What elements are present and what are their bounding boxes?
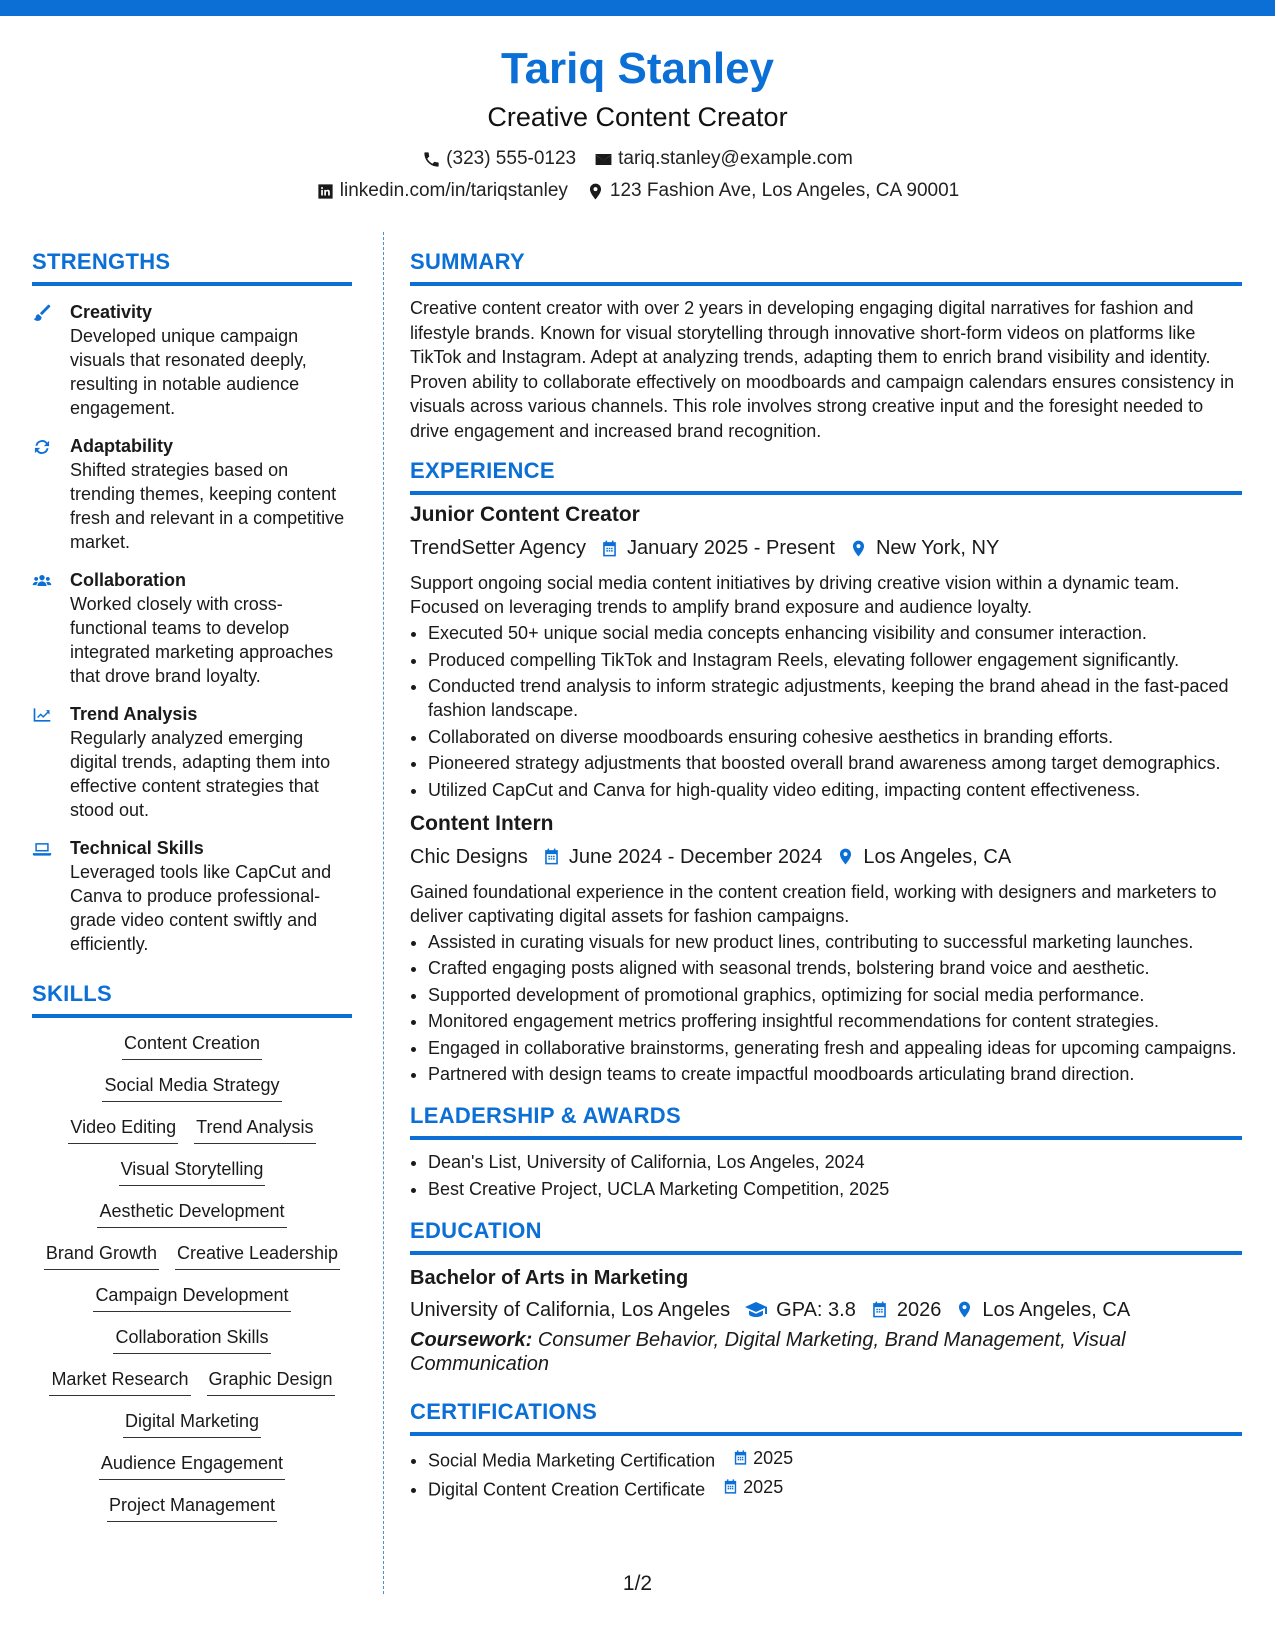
- skill-tag: Collaboration Skills: [113, 1325, 270, 1354]
- coursework-label: Coursework:: [410, 1328, 533, 1351]
- job-bullets: [410, 621, 1242, 802]
- skill-row: [32, 1451, 352, 1480]
- map-pin-icon: [836, 847, 855, 866]
- strength-desc: Developed unique campaign visuals that resonated deeply, resulting in notable audience engagement.: [70, 326, 307, 418]
- job-bullet: • Crafted engaging posts aligned with seasonal trends, bolstering brand voice and aesthetic.: [428, 956, 1242, 980]
- candidate-title: Creative Content Creator: [487, 102, 788, 132]
- strength-title: Creativity: [70, 302, 153, 322]
- summary-heading: SUMMARY: [410, 248, 1242, 286]
- strength-item: [32, 702, 352, 822]
- job-bullet: • Monitored engagement metrics proffering insightful recommendations for content strategies.: [428, 1009, 1242, 1033]
- skill-tag: Video Editing: [68, 1115, 178, 1144]
- strength-item: [32, 568, 352, 688]
- job-dates: [542, 843, 823, 871]
- graduation-cap-icon: [744, 1298, 768, 1322]
- page-number: 1/2: [622, 1572, 653, 1595]
- certifications-list: [410, 1446, 1242, 1502]
- job-bullet: • Executed 50+ unique social media concepts enhancing visibility and consumer interaction.: [428, 621, 1242, 645]
- job-location: [836, 843, 1011, 871]
- sidebar: [32, 248, 352, 1522]
- job-title: Junior Content Creator: [410, 503, 640, 526]
- contact-address: [586, 178, 959, 204]
- column-divider: [383, 232, 384, 1594]
- skill-row: [32, 1409, 352, 1438]
- education-gpa: [744, 1296, 856, 1324]
- education-degree: Bachelor of Arts in Marketing: [410, 1266, 689, 1289]
- strength-title: Adaptability: [70, 436, 174, 456]
- top-accent-bar: [0, 0, 1275, 16]
- certification-name: Digital Content Creation Certificate: [428, 1479, 706, 1499]
- job-bullet: • Partnered with design teams to create impactful moodboards articulating brand direction.: [428, 1062, 1242, 1086]
- map-pin-icon: [586, 182, 605, 201]
- job-bullet: • Utilized CapCut and Canva for high-quality video editing, impacting content effectiveness.: [428, 778, 1242, 802]
- education-location: [955, 1296, 1130, 1324]
- job-bullet: • Supported development of promotional graphics, optimizing for social media performance.: [428, 983, 1242, 1007]
- phone-icon: [422, 150, 441, 169]
- coursework-text: Consumer Behavior, Digital Marketing, Brand Management, Visual Communication: [410, 1328, 1126, 1375]
- skill-row: [32, 1241, 352, 1270]
- skill-row: [32, 1283, 352, 1312]
- job-dates-text: June 2024 - December 2024: [568, 845, 823, 868]
- job-location: [849, 534, 999, 562]
- education-meta: [410, 1296, 1242, 1324]
- skill-row: [32, 1157, 352, 1186]
- strength-desc: Shifted strategies based on trending themes, keeping content fresh and relevant in a competitive market.: [70, 460, 345, 552]
- skill-tag: Creative Leadership: [175, 1241, 340, 1270]
- certification-date: [722, 1475, 783, 1499]
- refresh-icon: [32, 437, 52, 457]
- leadership-heading: LEADERSHIP & AWARDS: [410, 1102, 1242, 1140]
- certifications-heading: CERTIFICATIONS: [410, 1398, 1242, 1436]
- certification-name: Social Media Marketing Certification: [428, 1450, 716, 1470]
- skill-tag: Content Creation: [122, 1031, 262, 1060]
- skill-tag: Project Management: [107, 1493, 277, 1522]
- job-location-text: New York, NY: [875, 537, 1000, 559]
- skill-row: [32, 1199, 352, 1228]
- job-description: Gained foundational experience in the content creation field, working with designers and marketers to deliver captivating digital assets for fashion campaigns.: [410, 881, 1217, 926]
- strength-title: Collaboration: [70, 570, 186, 590]
- candidate-name: Tariq Stanley: [500, 44, 775, 93]
- skill-row: [32, 1493, 352, 1522]
- skills-list: [32, 1031, 352, 1522]
- resume-header: [0, 40, 1275, 204]
- paintbrush-icon: [32, 303, 52, 323]
- experience-heading: EXPERIENCE: [410, 457, 1242, 495]
- job-company: TrendSetter Agency: [410, 537, 587, 559]
- skill-tag: Brand Growth: [44, 1241, 159, 1270]
- calendar-icon: [542, 847, 561, 866]
- job-entry: [410, 501, 1242, 802]
- skill-row: [32, 1115, 352, 1144]
- education-gpa-text: GPA: 3.8: [776, 1298, 856, 1321]
- contact-linkedin[interactable]: [316, 178, 568, 204]
- calendar-icon: [722, 1478, 739, 1495]
- certification-year: 2025: [743, 1476, 784, 1497]
- job-bullet: • Collaborated on diverse moodboards ensuring cohesive aesthetics in branding efforts.: [428, 725, 1242, 749]
- education-school: University of California, Los Angeles: [410, 1298, 731, 1321]
- skill-tag: Digital Marketing: [123, 1409, 261, 1438]
- strength-desc: Regularly analyzed emerging digital trends, adapting them into effective content strategies that stood out.: [70, 728, 331, 820]
- skill-tag: Campaign Development: [93, 1283, 290, 1312]
- laptop-icon: [32, 839, 52, 859]
- leadership-list: [410, 1150, 1242, 1201]
- users-icon: [32, 571, 52, 591]
- skill-row: [32, 1031, 352, 1060]
- address-text: 123 Fashion Ave, Los Angeles, CA 90001: [609, 180, 960, 201]
- skill-row: [32, 1073, 352, 1102]
- job-title: Content Intern: [410, 811, 554, 835]
- job-location-text: Los Angeles, CA: [863, 845, 1012, 868]
- job-entry: [410, 810, 1242, 1087]
- calendar-icon: [870, 1300, 889, 1319]
- strength-desc: Leveraged tools like CapCut and Canva to produce professional-grade video content swiftly and efficiently.: [70, 862, 332, 954]
- education-year: [870, 1296, 942, 1324]
- contact-row-1: [0, 146, 1275, 172]
- phone-text: (323) 555-0123: [446, 148, 577, 169]
- certification-date: [732, 1446, 793, 1470]
- strengths-heading: STRENGTHS: [32, 248, 352, 286]
- skill-row: [32, 1367, 352, 1396]
- strength-item: [32, 836, 352, 956]
- job-company: Chic Designs: [410, 845, 528, 868]
- job-dates-text: January 2025 - Present: [627, 537, 835, 559]
- envelope-icon: [594, 150, 613, 169]
- education-year-text: 2026: [896, 1298, 942, 1321]
- certification-year: 2025: [753, 1447, 794, 1468]
- map-pin-icon: [955, 1300, 974, 1319]
- certification-item: [428, 1475, 1242, 1502]
- job-dates: [600, 534, 835, 562]
- education-location-text: Los Angeles, CA: [982, 1298, 1131, 1321]
- job-bullet: • Pioneered strategy adjustments that boosted overall brand awareness among target demographics.: [428, 751, 1242, 775]
- job-bullet: • Assisted in curating visuals for new product lines, contributing to successful marketing launches.: [428, 930, 1242, 954]
- job-bullet: • Produced compelling TikTok and Instagram Reels, elevating follower engagement significantly.: [428, 648, 1242, 672]
- linkedin-text: linkedin.com/in/tariqstanley: [339, 180, 568, 201]
- linkedin-icon: [316, 182, 335, 201]
- line-chart-icon: [32, 705, 52, 725]
- map-pin-icon: [849, 539, 868, 558]
- job-meta: [410, 534, 1242, 562]
- certification-item: [428, 1446, 1242, 1473]
- skill-tag: Visual Storytelling: [119, 1157, 266, 1186]
- education-heading: EDUCATION: [410, 1217, 1242, 1255]
- calendar-icon: [600, 539, 619, 558]
- skills-heading: SKILLS: [32, 980, 352, 1018]
- skill-tag: Graphic Design: [207, 1367, 335, 1396]
- skill-tag: Market Research: [49, 1367, 190, 1396]
- leadership-item: • Dean's List, University of California, Los Angeles, 2024: [428, 1150, 1242, 1174]
- education-coursework: [410, 1328, 1242, 1376]
- job-description: Support ongoing social media content initiatives by driving creative vision within a dynamic team. Focused on leveraging trends to amplify brand exposure and audience loyalty.: [410, 573, 1180, 617]
- strength-item: [32, 300, 352, 420]
- summary-text: Creative content creator with over 2 years in developing engaging digital narratives for fashion and lifestyle brands. Known for visual storytelling through innovative short-form videos on platforms like TikTok and Instagram. Adept at analyzing trends, adapting them to enrich brand visibility and identity. Proven ability to collaborate effectively on moodboards and campaign calendars ensures consistency in visuals across various channels. This role involves strong creative input and the foresight needed to drive engagement and increased brand recognition.: [410, 298, 1235, 441]
- skill-row: [32, 1325, 352, 1354]
- job-bullet: • Engaged in collaborative brainstorms, generating fresh and appealing ideas for upcoming campaigns.: [428, 1036, 1242, 1060]
- contact-phone: [422, 146, 576, 172]
- job-bullet: • Conducted trend analysis to inform strategic adjustments, keeping the brand ahead in the fast-paced fashion landscape.: [428, 674, 1242, 722]
- contact-email[interactable]: [594, 146, 853, 172]
- contact-row-2: [0, 178, 1275, 204]
- strength-title: Trend Analysis: [70, 704, 198, 724]
- job-meta: [410, 843, 1242, 871]
- main-column: [410, 248, 1242, 1504]
- skill-tag: Trend Analysis: [194, 1115, 315, 1144]
- skill-tag: Aesthetic Development: [97, 1199, 286, 1228]
- strength-title: Technical Skills: [70, 838, 204, 858]
- leadership-item: • Best Creative Project, UCLA Marketing Competition, 2025: [428, 1177, 1242, 1201]
- strength-item: [32, 434, 352, 554]
- email-text: tariq.stanley@example.com: [618, 148, 853, 169]
- skill-tag: Audience Engagement: [99, 1451, 285, 1480]
- calendar-icon: [732, 1449, 749, 1466]
- strength-desc: Worked closely with cross-functional teams to develop integrated marketing approaches that drove brand loyalty.: [70, 594, 334, 686]
- job-bullets: [410, 930, 1242, 1087]
- skill-tag: Social Media Strategy: [102, 1073, 281, 1102]
